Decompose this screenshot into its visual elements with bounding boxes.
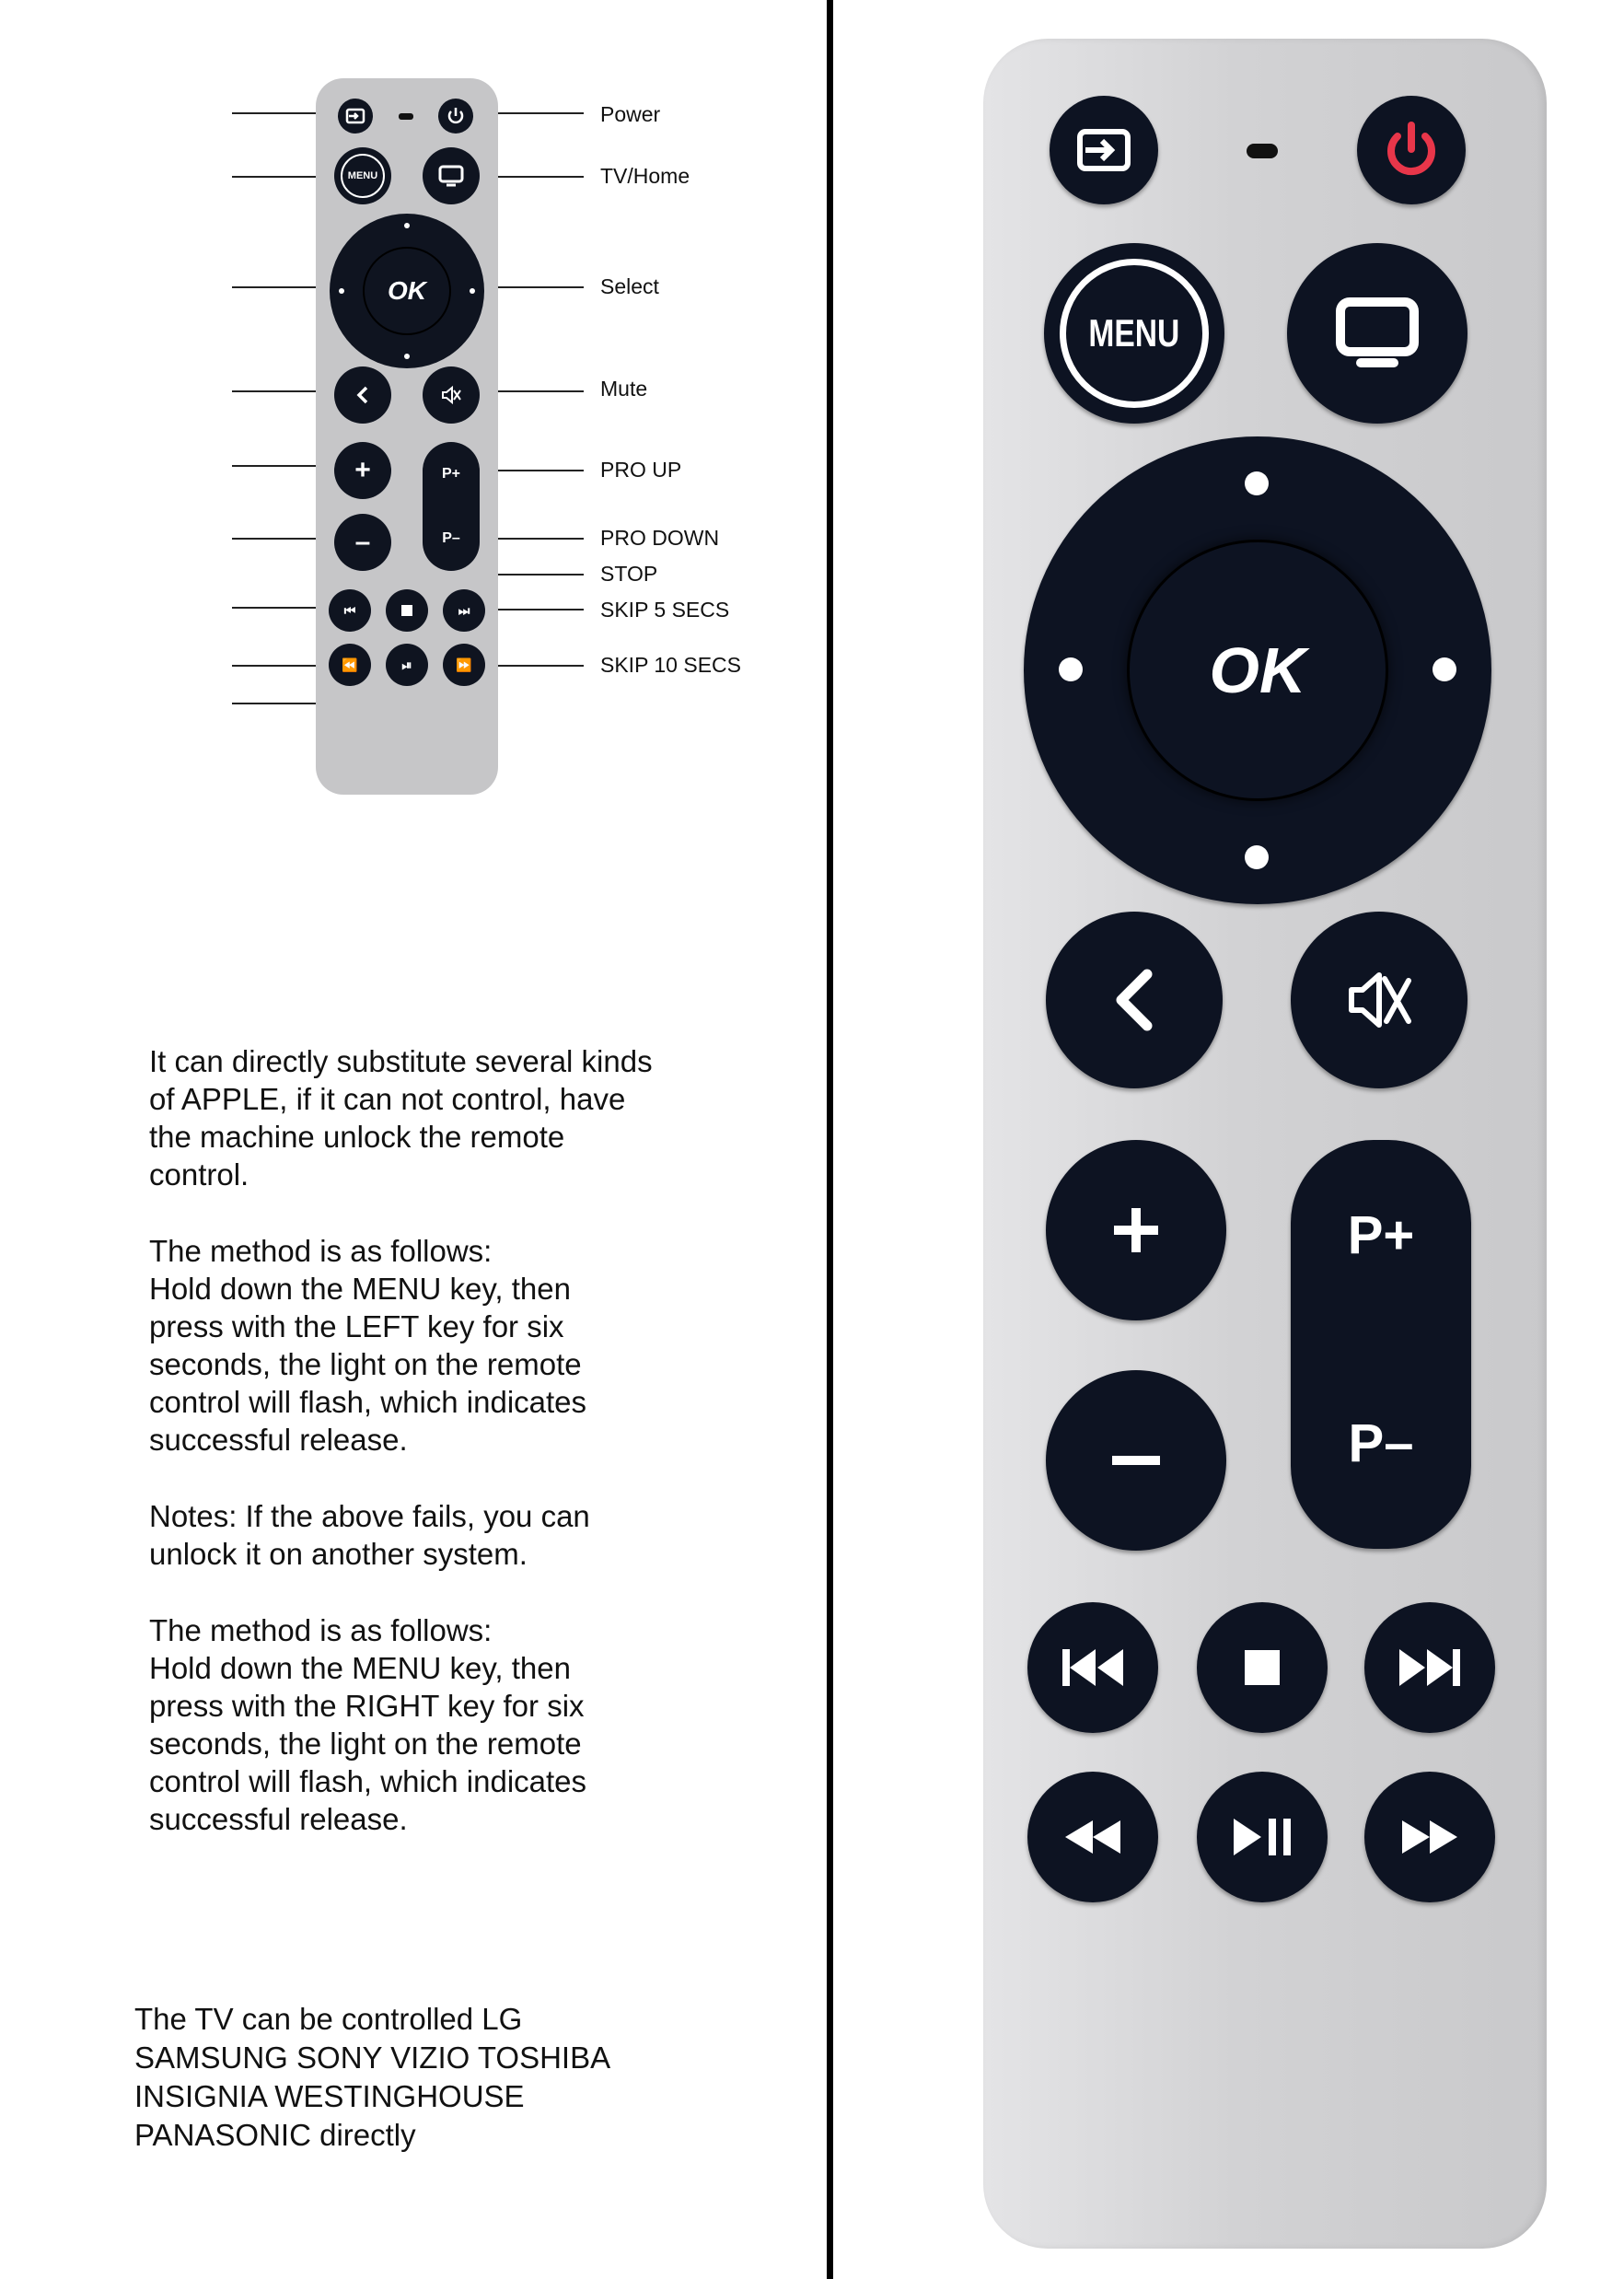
back-chevron-icon bbox=[1107, 967, 1162, 1033]
diagram-remote-body bbox=[316, 78, 498, 795]
leader-select bbox=[498, 286, 584, 288]
instructions-para-2 bbox=[149, 1232, 702, 1459]
play-pause-button[interactable] bbox=[1197, 1772, 1328, 1902]
channel-up-label[interactable]: P+ bbox=[1347, 1205, 1415, 1265]
volume-up-button[interactable] bbox=[1046, 1140, 1226, 1320]
dpad-up[interactable] bbox=[1245, 471, 1269, 495]
power-button[interactable] bbox=[1357, 96, 1466, 204]
power-icon bbox=[446, 106, 466, 126]
leader-pro-up bbox=[498, 470, 584, 471]
leader-power bbox=[498, 112, 584, 114]
instructions-para-1 bbox=[149, 1042, 702, 1193]
dpad-down[interactable] bbox=[1245, 845, 1269, 869]
diagram-ff-button: ⏩ bbox=[443, 644, 485, 686]
diagram-vol-up-button: + bbox=[334, 442, 391, 499]
leader-pause bbox=[232, 703, 316, 704]
leader-menu bbox=[232, 176, 316, 178]
diagram-power-button bbox=[438, 99, 473, 134]
next-track-icon bbox=[1398, 1647, 1462, 1688]
leader-dpad bbox=[232, 286, 316, 288]
diagram-ok-label: OK bbox=[388, 276, 426, 305]
status-led bbox=[1247, 144, 1278, 158]
rewind-icon bbox=[1063, 1819, 1122, 1855]
instructions-para-4 bbox=[149, 1611, 702, 1838]
power-icon bbox=[1379, 118, 1444, 182]
directional-pad[interactable] bbox=[1024, 436, 1491, 904]
back-button[interactable] bbox=[1046, 912, 1223, 1088]
prev-track-button[interactable] bbox=[1027, 1602, 1158, 1733]
diagram-rewind-button: ⏪ bbox=[329, 644, 371, 686]
diagram-led bbox=[399, 113, 413, 120]
diagram-playpause-button: ⏯ bbox=[386, 644, 428, 686]
leader-vol-down bbox=[232, 538, 316, 540]
leader-rewind5 bbox=[232, 607, 316, 609]
ok-label: OK bbox=[1209, 634, 1306, 706]
remote-photo bbox=[983, 39, 1547, 2249]
diagram-channel-pill bbox=[423, 442, 480, 571]
leader-pro-down bbox=[498, 538, 584, 540]
diagram-input-button bbox=[338, 99, 373, 134]
diagram-menu-label: MENU bbox=[341, 154, 385, 198]
leader-tv bbox=[498, 176, 584, 178]
channel-down-label[interactable]: P– bbox=[1348, 1413, 1414, 1473]
label-tv-home: TV/Home bbox=[600, 164, 690, 188]
stop-icon bbox=[1245, 1650, 1280, 1685]
instructions-para-3 bbox=[149, 1497, 702, 1573]
volume-down-button[interactable] bbox=[1046, 1370, 1226, 1551]
minus-icon bbox=[1110, 1451, 1162, 1470]
leader-skip5 bbox=[498, 609, 584, 610]
mute-button[interactable] bbox=[1291, 912, 1467, 1088]
leader-back bbox=[232, 390, 316, 392]
next-track-button[interactable] bbox=[1364, 1602, 1495, 1733]
diagram-p-minus: P– bbox=[442, 530, 460, 546]
leader-vol-up bbox=[232, 465, 316, 467]
ok-button[interactable] bbox=[1127, 540, 1388, 801]
label-stop: STOP bbox=[600, 562, 658, 586]
dpad-right[interactable] bbox=[1433, 657, 1456, 681]
label-skip10: SKIP 10 SECS bbox=[600, 653, 741, 677]
label-select: Select bbox=[600, 274, 659, 298]
channel-rocker[interactable] bbox=[1291, 1140, 1471, 1549]
tv-icon bbox=[438, 165, 464, 187]
diagram-p-plus: P+ bbox=[441, 466, 460, 482]
dpad-left-dot bbox=[339, 288, 344, 294]
leader-input bbox=[232, 112, 316, 114]
diagram-ok-button bbox=[363, 247, 451, 335]
play-pause-icon bbox=[1230, 1817, 1294, 1857]
input-button[interactable] bbox=[1050, 96, 1158, 204]
tv-icon bbox=[1335, 297, 1420, 370]
label-power: Power bbox=[600, 102, 661, 126]
menu-ring bbox=[1060, 259, 1209, 408]
prev-track-icon bbox=[1061, 1647, 1125, 1688]
input-icon bbox=[1074, 126, 1133, 174]
diagram-menu-button bbox=[334, 147, 391, 204]
rewind-button[interactable] bbox=[1027, 1772, 1158, 1902]
label-skip5: SKIP 5 SECS bbox=[600, 598, 730, 622]
dpad-up-dot bbox=[404, 223, 410, 228]
leader-rewind10 bbox=[232, 665, 316, 667]
para2-heading: The method is as follows: bbox=[149, 1234, 493, 1268]
diagram-stop-button bbox=[386, 589, 428, 632]
menu-button[interactable] bbox=[1044, 243, 1224, 424]
dpad-left[interactable] bbox=[1059, 657, 1083, 681]
label-mute: Mute bbox=[600, 377, 648, 401]
leader-mute bbox=[498, 390, 584, 392]
para4-body: Hold down the MENU key, then press with the RIGHT key for six seconds, the light on the remote control will flash, which indicates successful release. bbox=[149, 1651, 587, 1836]
diagram-vol-down-button: – bbox=[334, 514, 391, 571]
para2-body: Hold down the MENU key, then press with the LEFT key for six seconds, the light on the remote control will flash, which indicates successful release. bbox=[149, 1272, 587, 1457]
para1-text: It can directly substitute several kinds of APPLE, if it can not control, have the machine unlock the remote control. bbox=[149, 1044, 653, 1192]
fast-forward-button[interactable] bbox=[1364, 1772, 1495, 1902]
leader-skip10 bbox=[498, 665, 584, 667]
input-icon bbox=[345, 108, 365, 124]
diagram-back-button bbox=[334, 366, 391, 424]
tv-home-button[interactable] bbox=[1287, 243, 1467, 424]
label-pro-down: PRO DOWN bbox=[600, 526, 720, 550]
label-pro-up: PRO UP bbox=[600, 458, 682, 482]
remote-diagram bbox=[0, 0, 827, 810]
mute-icon bbox=[1346, 970, 1412, 1030]
plus-icon bbox=[1110, 1204, 1162, 1256]
diagram-next-button: ⏭ bbox=[443, 589, 485, 632]
diagram-prev-button: ⏮ bbox=[329, 589, 371, 632]
menu-label: MENU bbox=[1088, 311, 1180, 355]
para4-heading: The method is as follows: bbox=[149, 1613, 493, 1647]
center-divider bbox=[827, 0, 833, 2279]
diagram-tv-button bbox=[423, 147, 480, 204]
leader-stop bbox=[498, 574, 584, 576]
back-chevron-icon bbox=[354, 385, 371, 405]
dpad-down-dot bbox=[404, 354, 410, 359]
para3-text: Notes: If the above fails, you can unlock it on another system. bbox=[149, 1499, 590, 1571]
diagram-mute-button bbox=[423, 366, 480, 424]
fast-forward-icon bbox=[1400, 1819, 1459, 1855]
diagram-dpad bbox=[330, 214, 484, 368]
compatible-brands: The TV can be controlled LG SAMSUNG SONY VIZIO TOSHIBA INSIGNIA WESTINGHOUSE PANASONIC directly bbox=[134, 2002, 611, 2152]
mute-icon bbox=[440, 385, 462, 405]
stop-button[interactable] bbox=[1197, 1602, 1328, 1733]
dpad-right-dot bbox=[470, 288, 475, 294]
